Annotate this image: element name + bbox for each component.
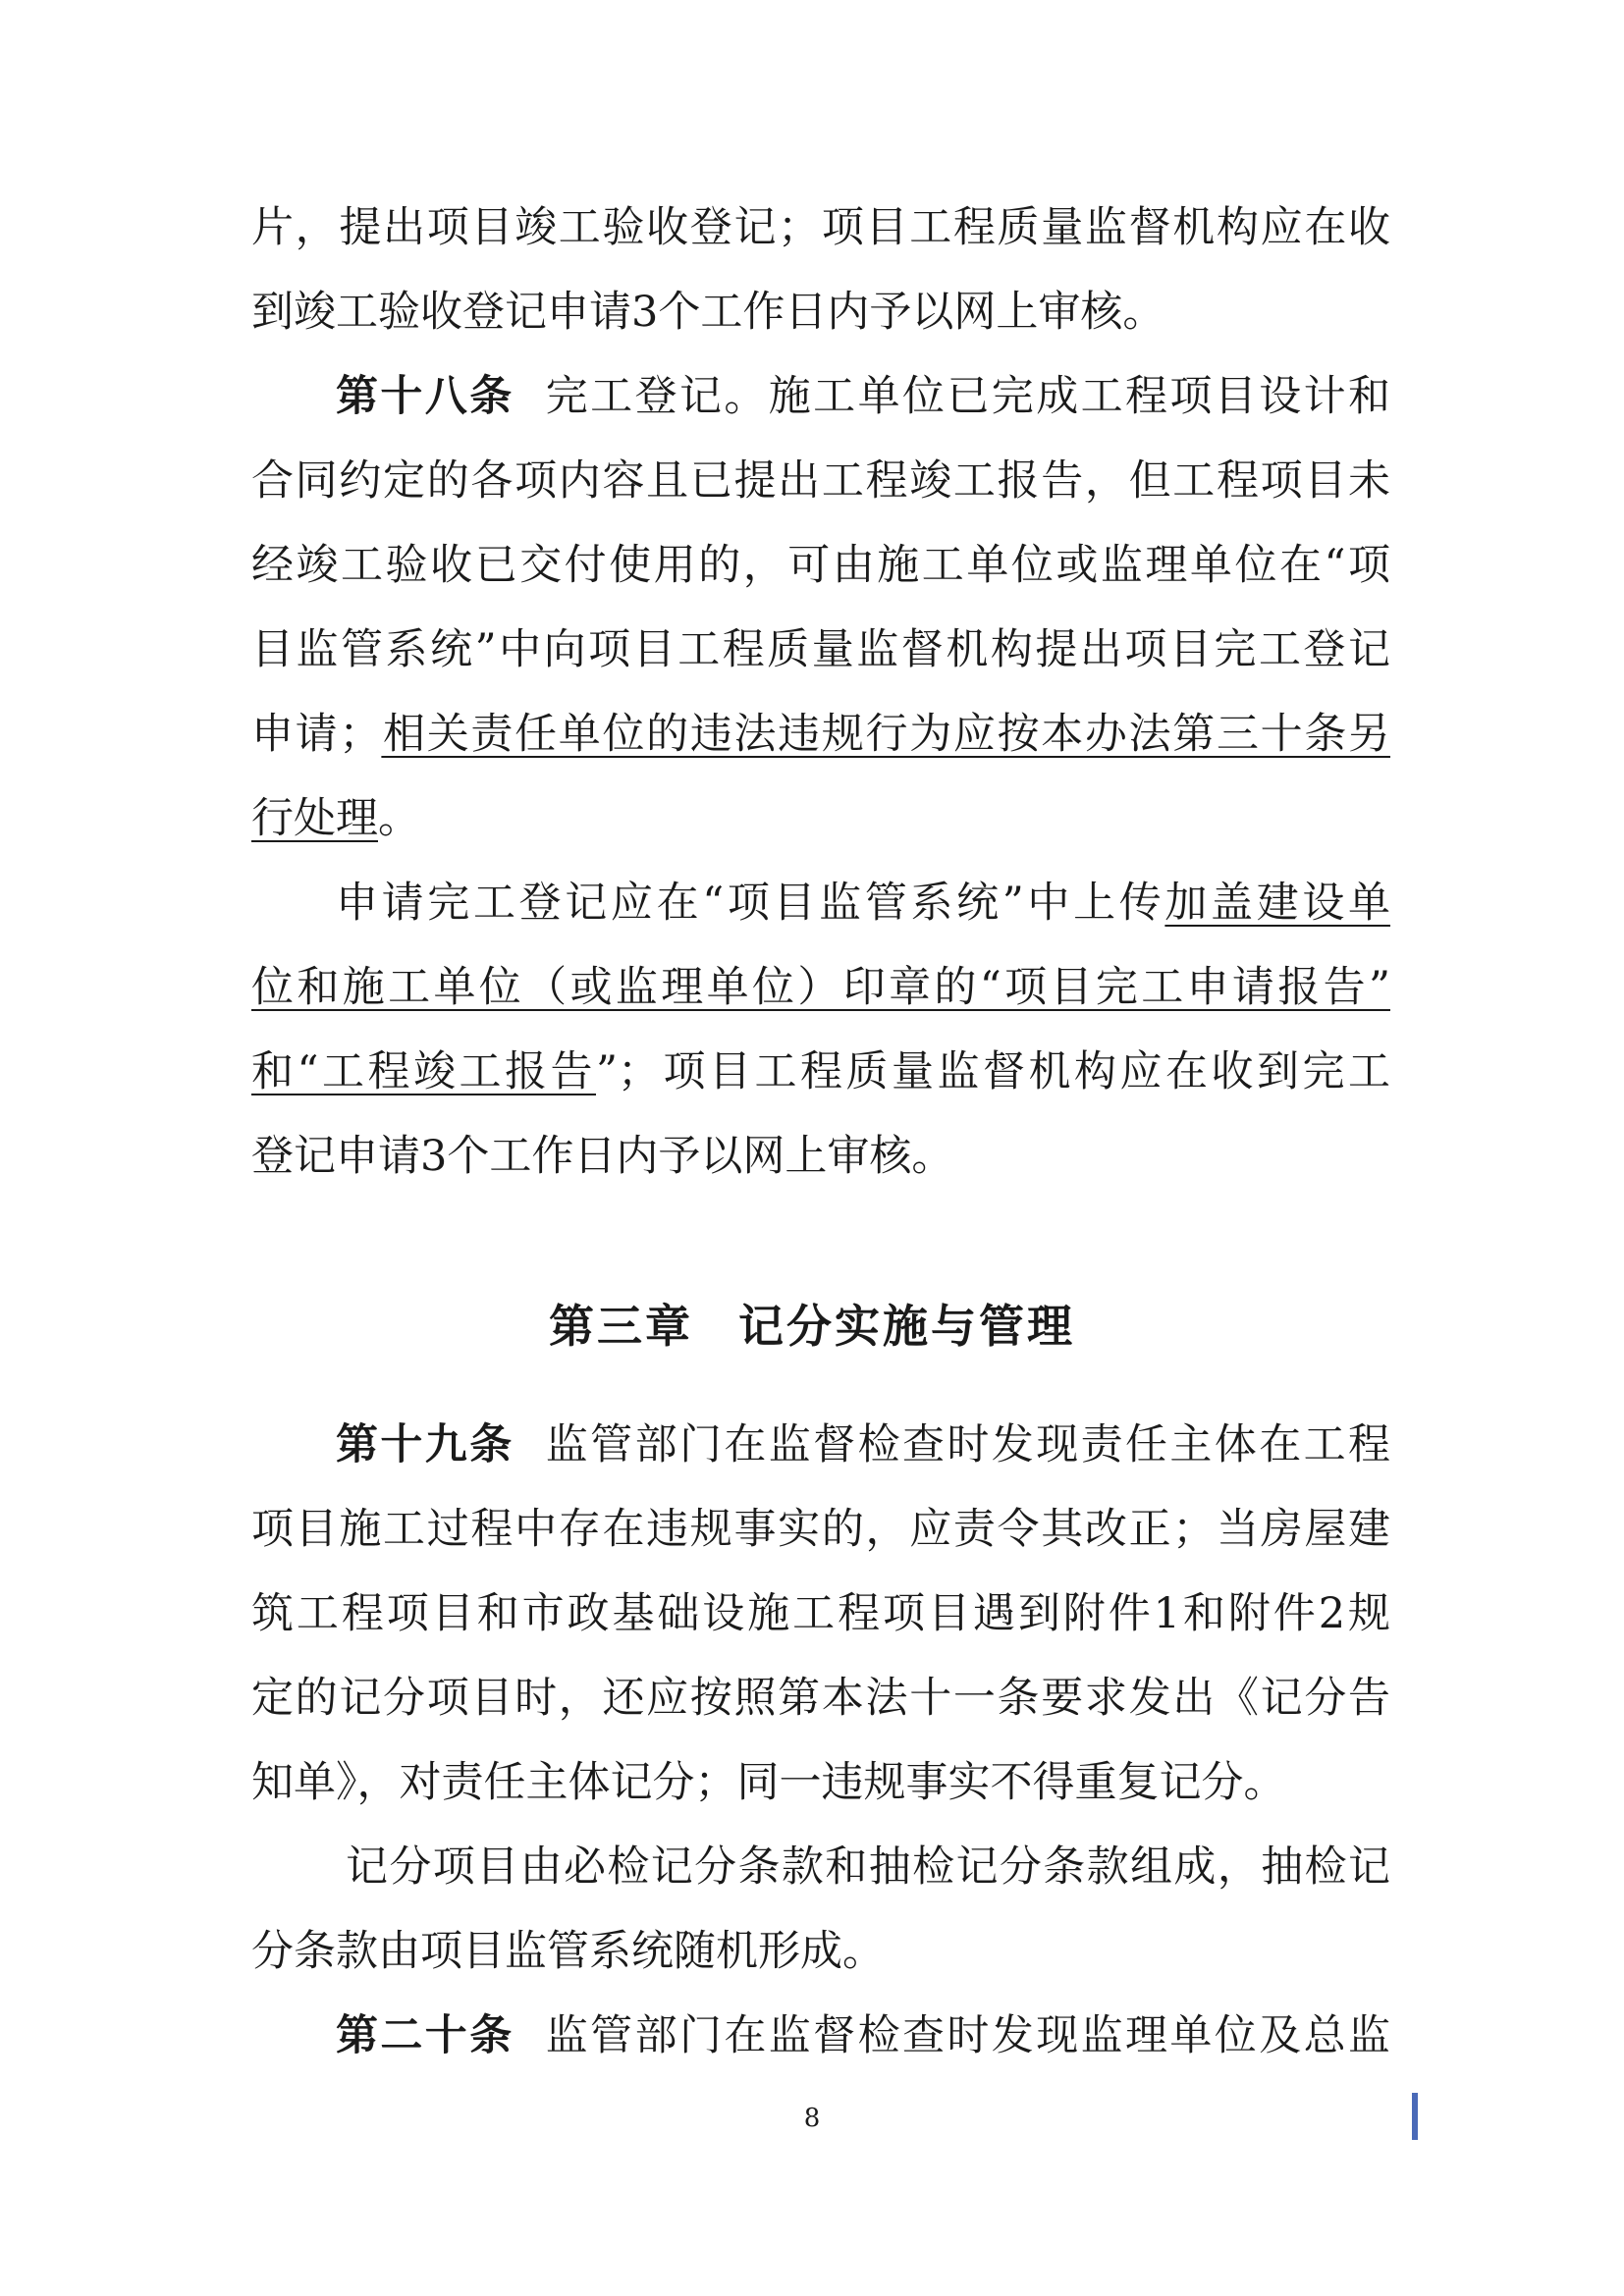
body-text: 知单》，对责任主体记分；同一违规事实不得重复记分。 [251,1758,1286,1807]
body-text: 到竣工验收登记申请3个工作日内予以网上审核。 [251,288,1165,337]
body-text: 申请完工登记应在“项目监管系统”中上传 [336,879,1165,928]
underlined-text: 加盖建设单 [1164,879,1391,928]
body-text: ”；项目工程质量监督机构应在收到完工 [596,1047,1391,1096]
chapter-title: 记分实施与管理 [738,1300,1075,1353]
body-line [251,1922,1390,1981]
body-line [336,1415,1390,1474]
body-text: 项目施工过程中存在违规事实的，应责令其改正；当房屋建 [251,1505,1390,1554]
body-line [251,789,1390,848]
page-number: 8 [803,2104,821,2133]
body-line [251,1500,1390,1559]
body-line [251,1753,1390,1812]
body-line [251,1669,1390,1728]
body-text: 监管部门在监督检查时发现监理单位及总监 [545,2011,1391,2060]
body-text: 合同约定的各项内容且已提出工程竣工报告，但工程项目未 [251,456,1390,506]
margin-bar [1412,2093,1418,2140]
article-heading: 第十八条 [336,372,514,421]
body-text: 经竣工验收已交付使用的，可由施工单位或监理单位在“项 [251,541,1390,590]
body-text: 定的记分项目时，还应按照第本法十一条要求发出《记分告 [251,1674,1390,1723]
body-text: 筑工程项目和市政基础设施工程项目遇到附件1和附件2规 [251,1589,1390,1638]
body-line [251,1584,1390,1643]
body-line [251,283,1390,342]
body-line [336,874,1390,933]
body-line [336,2006,1390,2065]
body-line [251,620,1390,679]
underlined-text: 位和施工单位（或监理单位）印章的“项目完工申请报告” [251,963,1390,1012]
body-line [251,1127,1390,1186]
body-line [251,958,1390,1017]
body-text: 目监管系统”中向项目工程质量监督机构提出项目完工登记 [251,625,1390,674]
body-text: 申请； [251,710,382,759]
body-text: 记分项目由必检记分条款和抽检记分条款组成，抽检记 [346,1842,1390,1892]
article-heading: 第二十条 [336,2011,514,2060]
chapter-heading [0,1292,1624,1361]
article-heading: 第十九条 [336,1420,514,1469]
chapter-number: 第三章 [549,1300,693,1353]
body-text: 片，提出项目竣工验收登记；项目工程质量监督机构应在收 [251,203,1390,252]
underlined-text: 相关责任单位的违法违规行为应按本办法第三十条另 [381,710,1391,759]
body-text: 分条款由项目监管系统随机形成。 [251,1927,885,1976]
body-text: 登记申请3个工作日内予以网上审核。 [251,1132,954,1181]
body-line [251,705,1390,764]
body-line [251,536,1390,595]
body-text: 监管部门在监督检查时发现责任主体在工程 [545,1420,1391,1469]
body-text: 完工登记。施工单位已完成工程项目设计和 [545,372,1391,421]
underlined-text: 和“工程竣工报告 [251,1047,596,1096]
body-line [251,198,1390,257]
body-line [346,1838,1390,1896]
body-line [251,452,1390,510]
body-line [336,367,1390,426]
body-line [251,1042,1390,1101]
body-text: 。 [378,794,420,843]
underlined-text: 行处理 [251,794,378,843]
